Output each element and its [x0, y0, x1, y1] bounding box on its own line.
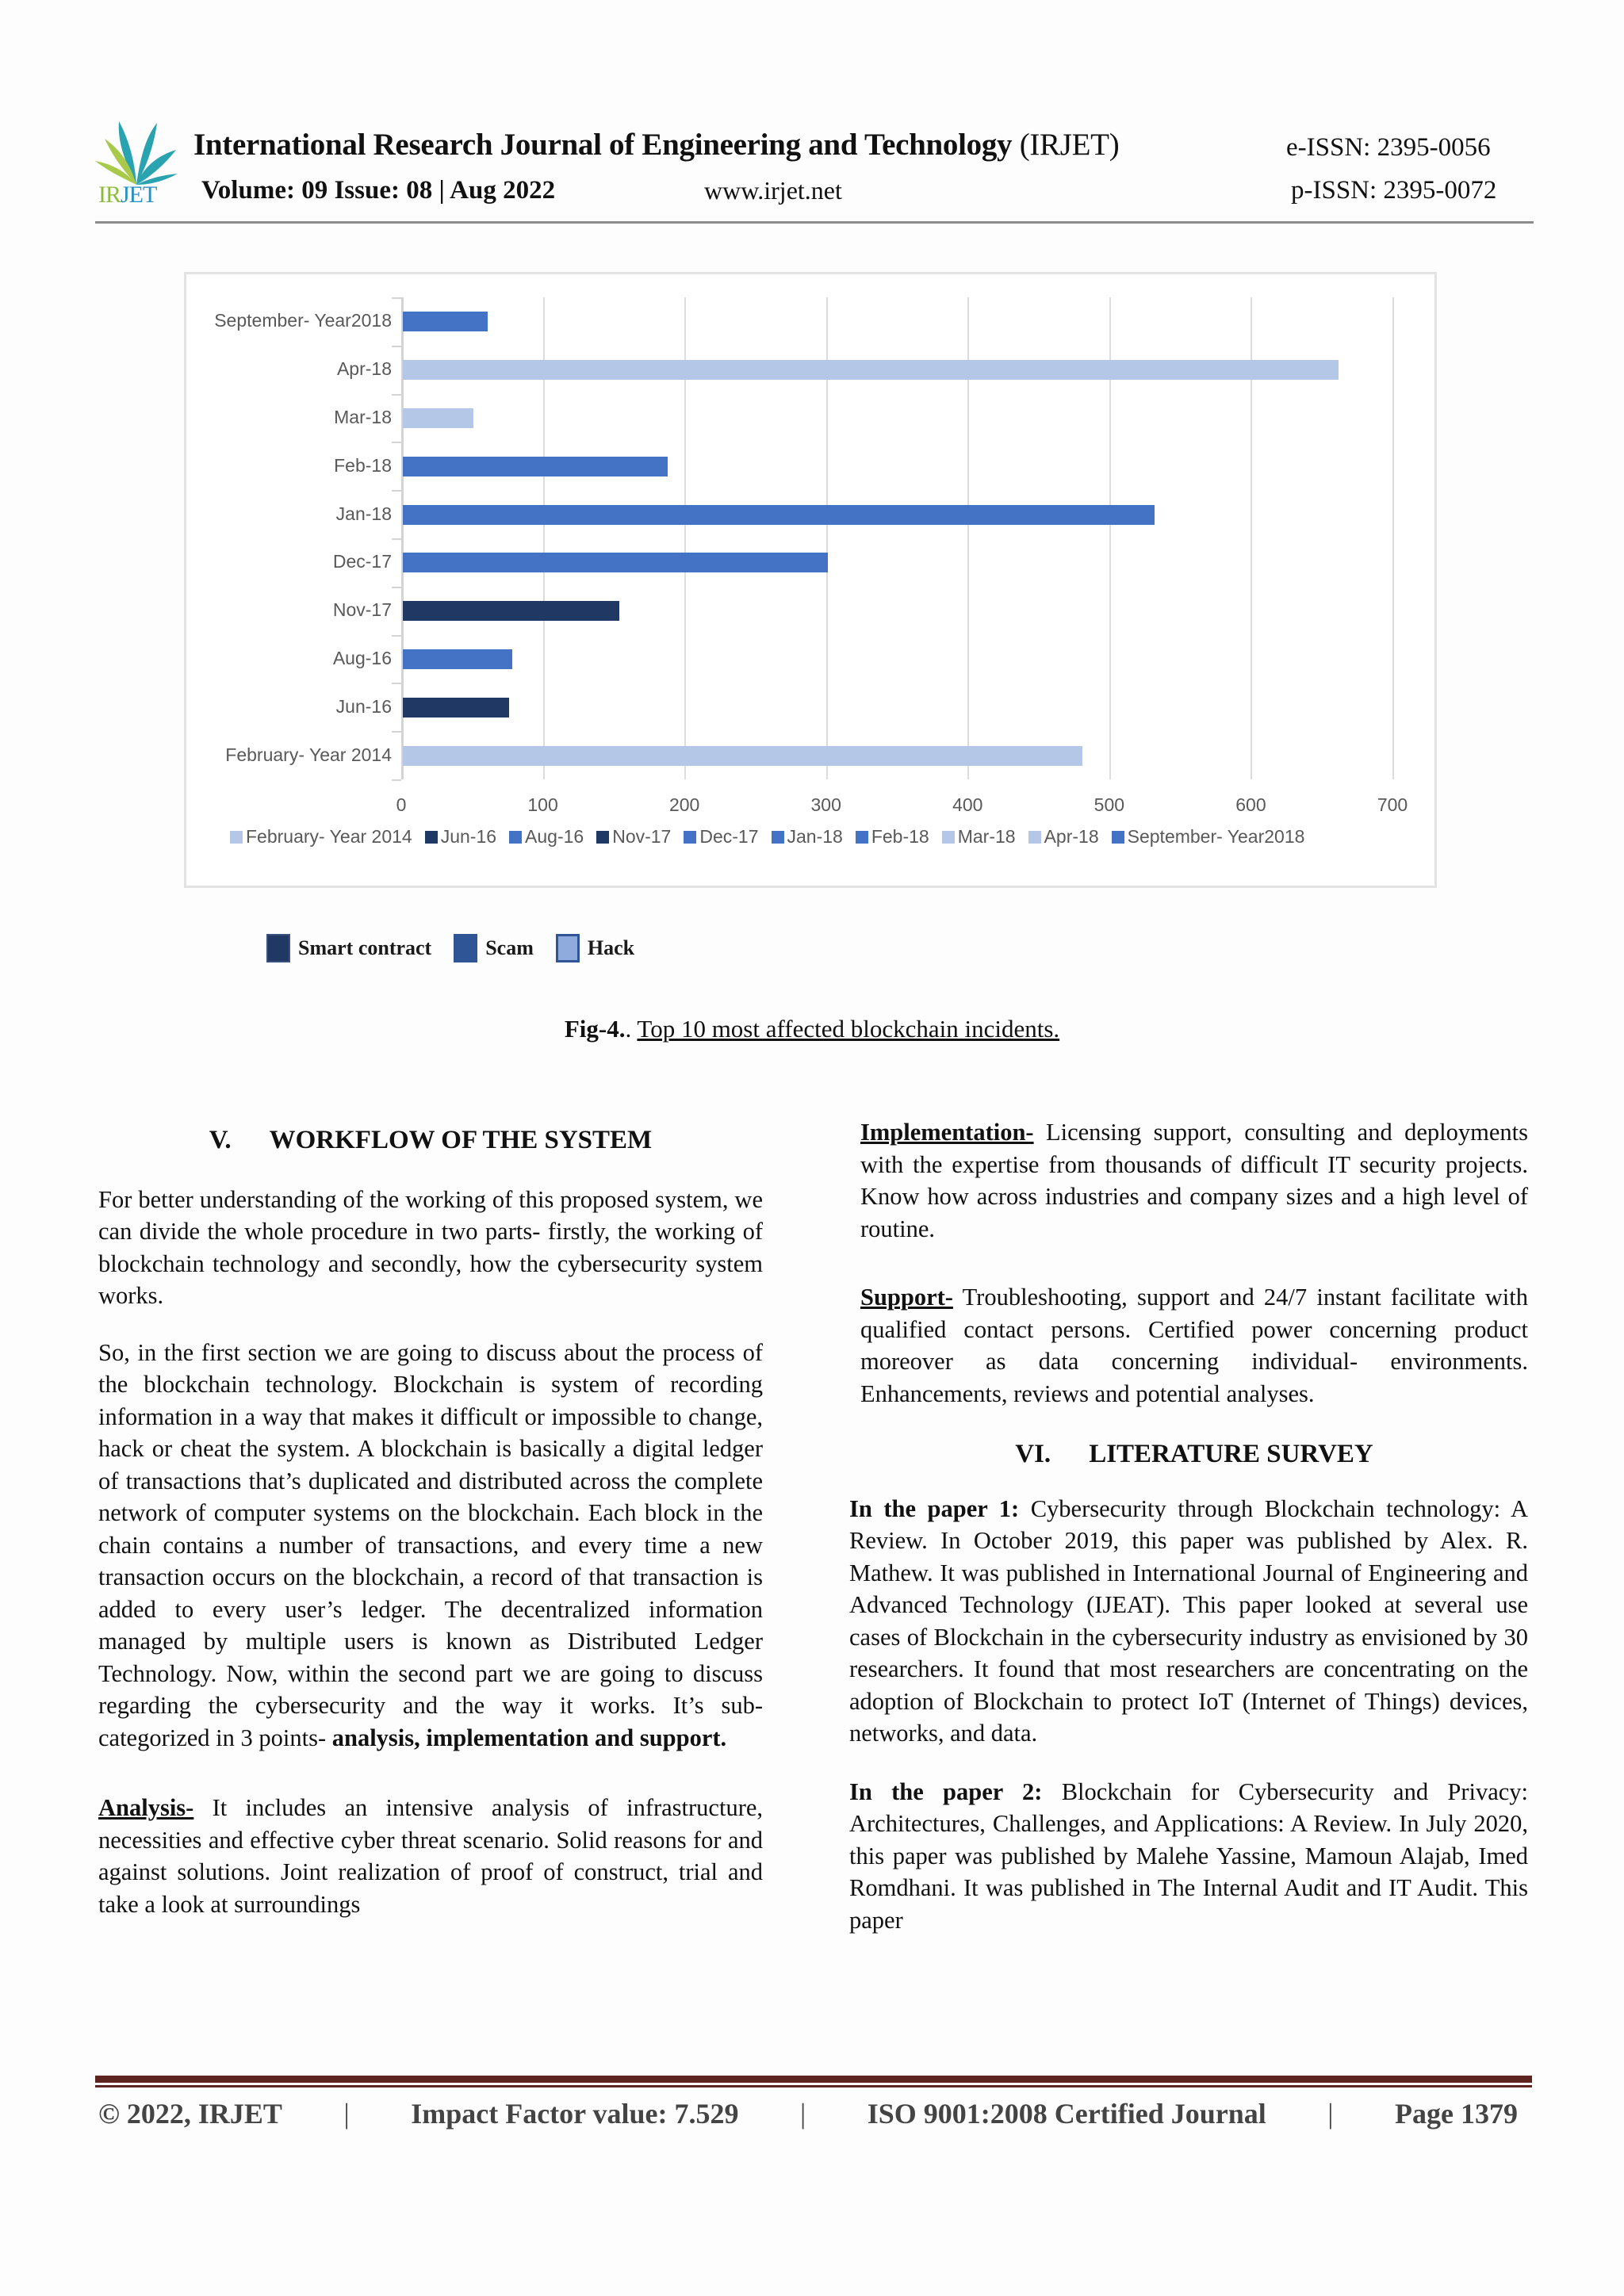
e-issn: e-ISSN: 2395-0056 — [1286, 133, 1491, 162]
chart-legend — [230, 826, 1419, 848]
paragraph-intro: For better understanding of the working of this proposed system, we can divide the whole procedure in two parts- firstly, the working of blockchain technology and secondly, how the cybersecurity system works. — [98, 1185, 763, 1309]
y-axis-label: Apr-18 — [336, 358, 392, 380]
chart-legend-item — [772, 826, 843, 848]
volume-issue: Volume: 09 Issue: 08 | Aug 2022 — [201, 176, 556, 205]
y-axis-label: September- Year2018 — [214, 310, 392, 331]
figure-caption-text: Top 10 most affected blockchain incidents. — [637, 1015, 1060, 1043]
y-axis-label: Jan-18 — [335, 503, 392, 524]
y-axis-label: Mar-18 — [334, 407, 392, 427]
journal-abbrev: (IRJET) — [1019, 128, 1120, 162]
y-tick — [392, 346, 401, 347]
bar-nov-17 — [403, 601, 619, 621]
y-axis-label: Aug-16 — [332, 648, 392, 668]
category-legend — [266, 934, 657, 962]
paragraph-analysis — [98, 1792, 763, 1920]
legend-label-smart-contract: Smart contract — [298, 936, 432, 959]
bar-feb-18 — [403, 457, 668, 476]
legend-swatch — [684, 831, 696, 844]
chart-legend-item — [942, 826, 1016, 848]
legend-label: Nov-17 — [612, 826, 672, 847]
section-title: WORKFLOW OF THE SYSTEM — [269, 1126, 653, 1154]
support-text: Troubleshooting, support and 24/7 instant facilitate with qualified contact persons. Certified power concerning product moreover as data concerning individual- environments. Enhancements, reviews and potential analyses. — [860, 1284, 1528, 1407]
bar-chart — [0, 0, 1624, 888]
x-axis-label: 0 — [396, 794, 407, 815]
right-column — [849, 1116, 1528, 1936]
bar-dec-17 — [403, 553, 828, 572]
footer-rule-thick — [95, 2076, 1532, 2083]
footer-rule-thin — [95, 2085, 1532, 2087]
support-lead: Support- — [860, 1284, 953, 1311]
section-title: LITERATURE SURVEY — [1089, 1440, 1373, 1468]
y-axis-label: Jun-16 — [335, 695, 392, 717]
y-axis-label: Feb-18 — [334, 454, 392, 476]
y-axis-label: February- Year 2014 — [225, 744, 392, 765]
paragraph-support — [860, 1281, 1528, 1410]
bar-september-year2018 — [403, 312, 488, 331]
figure-caption — [0, 1015, 1624, 1043]
gridline — [1392, 297, 1394, 779]
legend-label: Aug-16 — [525, 826, 584, 847]
bar-apr-18 — [403, 360, 1339, 380]
y-tick — [392, 635, 401, 637]
y-tick — [392, 442, 401, 443]
section-number: VI. — [1015, 1440, 1051, 1468]
legend-swatch — [1028, 831, 1041, 844]
footer-page-number: Page 1379 — [1395, 2098, 1518, 2130]
footer-impact-factor: Impact Factor value: 7.529 — [411, 2098, 739, 2130]
implementation-text: Licensing support, consulting and deployments with the expertise from thousands of difficult IT security projects. Know how across industries and company sizes and a high level of routine. — [860, 1119, 1528, 1242]
figure-label: Fig-4. — [564, 1015, 626, 1043]
legend-swatch-smart-contract — [266, 934, 290, 962]
plot-area — [401, 297, 1392, 779]
y-tick — [392, 297, 401, 299]
footer-iso: ISO 9001:2008 Certified Journal — [867, 2098, 1266, 2130]
legend-label-scam: Scam — [485, 936, 534, 959]
bar-aug-16 — [403, 649, 512, 669]
paper-1-text: Cybersecurity through Blockchain technology: A Review. In October 2019, this paper was published by Alex. R. Mathew. It was published in International Journal of Engineering and Advanced Technology (IJEAT). This paper looked at several use cases of Blockchain in the cybersecurity industry as envisioned by 30 researchers. It found that most researchers are concentrating on the adoption of Blockchain to protect IoT (Internet of Things) devices, networks, and data. — [849, 1494, 1528, 1747]
x-axis-label: 700 — [1377, 794, 1408, 815]
journal-name: International Research Journal of Engineering and Technology — [193, 128, 1013, 162]
legend-label-hack: Hack — [587, 936, 635, 959]
footer-separator: | — [343, 2098, 350, 2130]
chart-legend-item — [509, 826, 584, 848]
paragraph-blockchain-bold: analysis, implementation and support. — [331, 1724, 727, 1751]
y-tick — [392, 490, 401, 492]
legend-label: Dec-17 — [699, 826, 759, 847]
chart-legend-item — [856, 826, 929, 848]
left-column — [98, 1124, 763, 1920]
figure-dot: . — [625, 1015, 632, 1043]
p-issn: p-ISSN: 2395-0072 — [1291, 176, 1497, 205]
paragraph-implementation — [860, 1116, 1528, 1245]
legend-swatch — [596, 831, 609, 844]
y-tick — [392, 394, 401, 396]
analysis-text: It includes an intensive analysis of infrastructure, necessities and effective cyber threat scenario. Solid reasons for and against solutions. Joint realization of proof of construct, trial and take a look at surroundings — [98, 1794, 764, 1918]
y-tick — [392, 538, 401, 540]
footer-copyright: © 2022, IRJET — [98, 2098, 282, 2130]
paper-1-lead: In the paper 1: — [849, 1494, 1020, 1522]
paper-2-text: Blockchain for Cybersecurity and Privacy: Architectures, Challenges, and Applications: A Review. In July 2020, this paper was published by Malehe Yassine, Mamoun Alajab, Imed Romdhani. It was published in The Internal Audit and IT Audit. This paper — [849, 1777, 1528, 1934]
page-footer — [98, 2097, 1518, 2130]
paragraph-blockchain-text: So, in the first section we are going to discuss about the process of the blockchain technology. Blockchain is system of recording information in a way that makes it difficult or impossible to change, hack or cheat the system. A blockchain is basically a digital ledger of transactions that’s duplicated and distributed across the complete network of computer systems on the blockchain. Each block in the chain contains a number of transactions, and every time a new transaction occurs on the blockchain, a record of that transaction is added to every user’s ledger. The decentralized information managed by multiple users is known as Distributed Ledger Technology. Now, within the second part we are going to discuss regarding the cybersecurity and the way it works. It’s sub-categorized in 3 points- — [98, 1338, 763, 1751]
logo-text: IRJET — [98, 182, 157, 208]
y-axis-label: Dec-17 — [332, 551, 392, 572]
y-tick — [392, 683, 401, 684]
y-tick — [392, 731, 401, 733]
paragraph-paper-1 — [849, 1493, 1528, 1750]
legend-swatch — [772, 831, 784, 844]
legend-swatch — [509, 831, 522, 844]
footer-separator: | — [800, 2098, 806, 2130]
legend-label: Mar-18 — [957, 826, 1016, 847]
chart-legend-item — [425, 826, 496, 848]
legend-swatch — [942, 831, 955, 844]
x-axis-label: 200 — [668, 794, 700, 815]
footer-separator: | — [1327, 2098, 1334, 2130]
section-heading-literature — [860, 1438, 1528, 1471]
legend-label: Jun-16 — [440, 826, 497, 847]
section-number: V. — [209, 1126, 232, 1154]
legend-label: Jan-18 — [787, 826, 843, 847]
legend-swatch-hack — [556, 934, 580, 962]
x-axis-label: 500 — [1094, 794, 1125, 815]
analysis-lead: Analysis- — [98, 1794, 194, 1821]
paragraph-paper-2 — [849, 1776, 1528, 1937]
legend-label: Apr-18 — [1044, 826, 1099, 847]
website-link[interactable]: www.irjet.net — [704, 176, 842, 205]
chart-legend-item — [1112, 826, 1305, 848]
legend-swatch — [425, 831, 438, 844]
legend-swatch — [1112, 831, 1124, 844]
section-heading-workflow — [98, 1124, 763, 1157]
bar-jan-18 — [403, 505, 1155, 525]
chart-legend-item — [684, 826, 758, 848]
implementation-lead: Implementation- — [860, 1119, 1034, 1146]
x-axis-label: 100 — [527, 794, 558, 815]
paper-2-lead: In the paper 2: — [849, 1777, 1043, 1805]
chart-legend-item — [1028, 826, 1099, 848]
paragraph-blockchain — [98, 1337, 763, 1755]
x-axis-label: 600 — [1235, 794, 1266, 815]
y-axis-label: Nov-17 — [332, 599, 392, 621]
legend-swatch-scam — [454, 934, 477, 962]
y-tick — [392, 587, 401, 588]
chart-legend-item — [596, 826, 671, 848]
legend-label: September- Year2018 — [1127, 826, 1305, 847]
legend-label: February- Year 2014 — [246, 826, 412, 847]
bar-mar-18 — [403, 408, 473, 428]
bar-february-year-2014 — [403, 746, 1082, 766]
x-axis-label: 300 — [810, 794, 841, 815]
x-axis-label: 400 — [952, 794, 983, 815]
bar-jun-16 — [403, 698, 509, 718]
legend-label: Feb-18 — [871, 826, 929, 847]
legend-swatch — [230, 831, 243, 844]
legend-swatch — [856, 831, 868, 844]
chart-legend-item — [230, 826, 412, 848]
y-tick — [392, 779, 401, 781]
